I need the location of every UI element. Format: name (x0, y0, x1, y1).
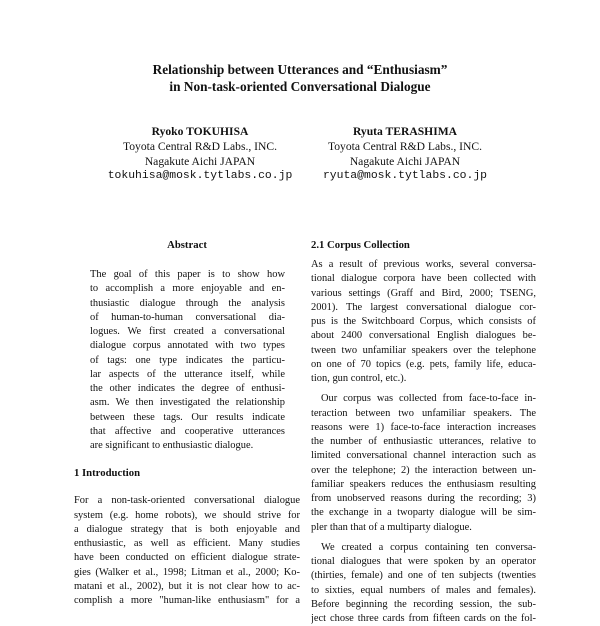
author-affiliation: Toyota Central R&D Labs., INC. (327, 140, 483, 153)
left-column (74, 238, 300, 608)
author-block-2 (305, 124, 505, 184)
abstract-line: are significant to enthusiastic dialogue. (90, 440, 254, 451)
body-line: have been conducted on efficient dialogue strate- (74, 552, 300, 564)
abstract-line: logues. We first created a conversational (90, 326, 285, 337)
author-block-1 (100, 124, 300, 184)
body-line: Our corpus was collected from face-to-face in- (321, 393, 536, 405)
body-line: matani et al., 2002), but it is not clear how to ac- (74, 580, 300, 592)
body-line: tween two unfamiliar speakers over the telephone (311, 344, 536, 356)
author-location: Nagakute Aichi JAPAN (349, 155, 461, 168)
author-affiliation: Toyota Central R&D Labs., INC. (122, 140, 278, 153)
abstract-line: thusiastic dialogue through the analysis (90, 297, 285, 309)
author-location: Nagakute Aichi JAPAN (144, 155, 256, 168)
body-line: tion, gun control, etc.). (311, 373, 407, 384)
body-line: We created a corpus containing ten conversa- (321, 541, 536, 553)
body-line: system (e.g. home robots), we should strive for (74, 509, 300, 521)
abstract-line: of human-to-human conversational dia- (90, 311, 285, 323)
body-line: from unobserved reasons during the recording; 3) (311, 493, 536, 504)
body-line: various settings (Graff and Bird, 2000; TSENG, (311, 287, 536, 299)
body-line: to sixties, equal numbers of males and females). (311, 584, 536, 596)
body-line: 2001). The largest conversational dialogue cor- (311, 301, 536, 313)
abstract-line: to accomplish a more enjoyable and en- (90, 283, 285, 295)
body-line: For a non-task-oriented conversational dialogue (74, 495, 300, 507)
body-line: over the telephone; 2) the interaction between un- (311, 464, 536, 476)
body-line: tional dialogue corpora have been collected with (311, 273, 536, 285)
corpus-collection-heading: 2.1 Corpus Collection (311, 239, 410, 251)
author-name: Ryuta TERASHIMA (352, 125, 458, 138)
body-line: enthusiastic, as well as efficient. Many studies (74, 538, 300, 549)
paragraph (311, 258, 536, 386)
title-line-2: in Non-task-oriented Conversational Dialogue (169, 79, 431, 94)
paragraph (311, 392, 536, 535)
body-line: teraction between two unfamiliar speakers. The (311, 407, 536, 419)
introduction-heading: 1 Introduction (74, 467, 141, 480)
body-line: familiar speakers reduces the enthusiasm resulting (311, 478, 536, 490)
right-column (311, 238, 536, 626)
abstract-line: dialogue corpus annotated with two types (90, 340, 285, 352)
abstract-line: The goal of this paper is to show how (90, 269, 285, 280)
body-line: the number of enthusiastic utterances, relative to (311, 436, 536, 447)
abstract-body (74, 268, 300, 453)
abstract-heading: Abstract (167, 239, 207, 251)
abstract-line: lar aspects of the utterance itself, while (90, 368, 285, 380)
body-line: Before beginning the recording session, the sub- (311, 598, 536, 610)
abstract-line: that affective and cooperative utterances (90, 425, 285, 437)
body-line: ject chose three cards from fifteen cards on the fol- (311, 613, 536, 624)
paper-title (0, 61, 600, 95)
body-line: a dialogue strategy that is both enjoyable and (74, 523, 300, 535)
paragraph (311, 541, 536, 626)
body-line: on one of 70 topics (e.g. pets, family life, educa- (311, 358, 536, 370)
body-line: reasons were 1) face-to-face interaction increases (311, 421, 536, 433)
title-line-1: Relationship between Utterances and “Enthusiasm” (152, 62, 448, 77)
body-line: As a result of previous works, several conversa- (311, 259, 536, 270)
author-email: tokuhisa@mosk.tytlabs.co.jp (107, 170, 293, 182)
author-email: ryuta@mosk.tytlabs.co.jp (322, 170, 488, 182)
body-line: pler than that of a multiparty dialogue. (311, 521, 472, 533)
body-line: limited conversational channel interaction such as (311, 450, 536, 462)
body-line: complish a more "human-like enthusiasm" for a (74, 595, 300, 606)
body-line: (thirties, female) and one of ten subjects (twenties (311, 570, 536, 582)
author-name: Ryoko TOKUHISA (151, 125, 249, 138)
body-line: pus is the Switchboard Corpus, which consists of (311, 316, 536, 327)
abstract-line: between these tags. Our results indicate (90, 411, 285, 423)
introduction-body (74, 494, 300, 608)
body-line: gies (Walker et al., 1998; Litman et al., 2000; Ko- (74, 566, 300, 578)
body-line: about 2400 conversational English dialogues be- (311, 330, 536, 342)
abstract-line: the other indicates the degree of enthusi- (90, 383, 285, 394)
abstract-line: asm. We then investigated the relationship (90, 397, 285, 409)
body-line: the exchange in a twoparty dialogue will be sim- (311, 507, 536, 519)
body-line: tional dialogues that were spoken by an operator (311, 556, 536, 567)
abstract-line: of tags: one type indicates the particu- (90, 354, 285, 366)
